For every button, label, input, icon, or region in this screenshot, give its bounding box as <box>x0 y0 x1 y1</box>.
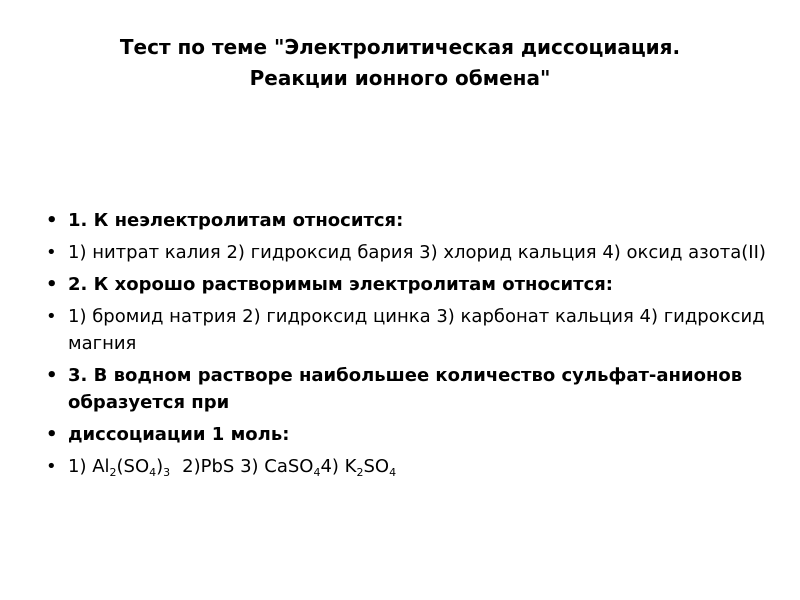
question-3: • 3. В водном растворе наибольшее количество сульфат-анионов образуется при <box>44 362 774 416</box>
title-line-1: Тест по теме "Электролитическая диссоциация. <box>119 35 681 59</box>
slide-title <box>40 32 760 94</box>
question-2-answers: • 1) бромид натрия 2) гидроксид цинка 3) карбонат кальция 4) гидроксид магния <box>44 303 774 357</box>
subscript: 2 <box>109 466 117 479</box>
formula-part: 1) Al <box>68 456 110 477</box>
formula-part: 2)PbS 3) CaSO <box>182 456 314 477</box>
question-3-continued: • диссоциации 1 моль: <box>44 421 774 448</box>
question-2: • 2. К хорошо растворимым электролитам относится: <box>44 271 774 298</box>
formula-part: SO <box>363 456 390 477</box>
formula-part: ) <box>156 456 164 477</box>
question-1: • 1. К неэлектролитам относится: <box>44 207 774 234</box>
question-3-answers <box>44 453 774 480</box>
subscript: 4 <box>389 466 397 479</box>
formula-part: (SO <box>116 456 150 477</box>
subscript: 4 <box>313 466 321 479</box>
test-questions-list <box>44 207 774 485</box>
formula-part: 4) K <box>320 456 357 477</box>
title-line-2: Реакции ионного обмена" <box>249 66 551 90</box>
subscript: 4 <box>149 466 157 479</box>
subscript: 3 <box>163 466 171 479</box>
question-1-answers: • 1) нитрат калия 2) гидроксид бария 3) хлорид кальция 4) оксид азота(II) <box>44 239 774 266</box>
subscript: 2 <box>356 466 364 479</box>
